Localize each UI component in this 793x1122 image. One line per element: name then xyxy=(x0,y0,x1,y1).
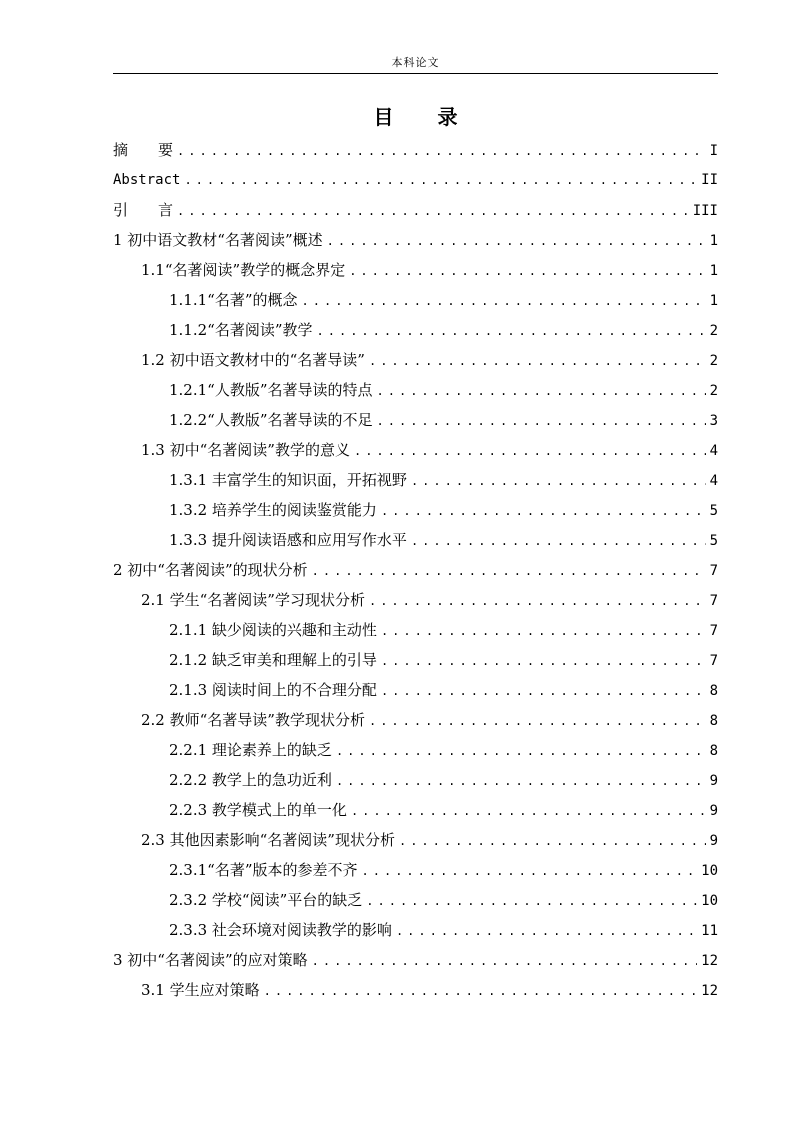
toc-entry-label: 摘 要 xyxy=(113,141,174,159)
toc-entry-label: 2.1.1 缺少阅读的兴趣和主动性 xyxy=(169,621,377,639)
toc-entry-page: 4 xyxy=(709,443,718,459)
toc-entry[interactable] xyxy=(113,975,718,1005)
toc-leader-dots xyxy=(381,646,706,676)
toc-leader-dots xyxy=(327,226,706,256)
toc-entry-label: 2.3.1“名著”版本的参差不齐 xyxy=(169,861,358,879)
toc-leader-dots xyxy=(399,826,706,856)
toc-entry-label: 1.1.2“名著阅读”教学 xyxy=(169,321,313,339)
toc-leader-dots xyxy=(351,796,706,826)
toc-entry[interactable] xyxy=(113,585,718,615)
toc-entry[interactable] xyxy=(113,195,718,225)
toc-entry[interactable] xyxy=(113,285,718,315)
toc-entry-label: 2.2.2 教学上的急功近利 xyxy=(169,771,332,789)
toc-entry-label: 1.2 初中语文教材中的“名著导读” xyxy=(141,351,365,369)
toc-entry-page: I xyxy=(709,143,718,159)
toc-entry-page: 5 xyxy=(709,533,718,549)
toc-entry-page: 3 xyxy=(709,413,718,429)
toc-entry-label: 2.2.1 理论素养上的缺乏 xyxy=(169,741,332,759)
toc-entry-page: 12 xyxy=(701,983,718,999)
toc-leader-dots xyxy=(302,286,706,316)
toc-leader-dots xyxy=(362,856,698,886)
toc-entry[interactable] xyxy=(113,225,718,255)
toc-entry-page: 7 xyxy=(709,623,718,639)
toc-entry-page: 1 xyxy=(709,233,718,249)
toc-leader-dots xyxy=(366,886,697,916)
toc-entry-page: 10 xyxy=(701,863,718,879)
toc-entry-label: 1.3.3 提升阅读语感和应用写作水平 xyxy=(169,531,407,549)
toc-entry-label: 3.1 学生应对策略 xyxy=(141,981,260,999)
toc-entry-label: 1.3 初中“名著阅读”教学的意义 xyxy=(141,441,350,459)
toc-leader-dots xyxy=(177,136,706,166)
toc-entry[interactable] xyxy=(113,465,718,495)
toc-leader-dots xyxy=(396,916,697,946)
toc-leader-dots xyxy=(312,946,697,976)
toc-entry-page: 1 xyxy=(709,263,718,279)
toc-title-left: 目 xyxy=(373,105,394,129)
table-of-contents xyxy=(113,135,718,1005)
toc-leader-dots xyxy=(336,766,706,796)
toc-leader-dots xyxy=(381,676,706,706)
toc-entry[interactable] xyxy=(113,765,718,795)
toc-leader-dots xyxy=(369,586,706,616)
toc-entry[interactable] xyxy=(113,945,718,975)
toc-entry-page: II xyxy=(701,172,718,188)
toc-entry-label: Abstract xyxy=(113,172,181,188)
toc-entry[interactable] xyxy=(113,495,718,525)
toc-entry-label: 1.2.1“人教版”名著导读的特点 xyxy=(169,381,373,399)
toc-entry-page: 11 xyxy=(701,923,718,939)
toc-entry-page: 9 xyxy=(709,833,718,849)
toc-entry-label: 1.2.2“人教版”名著导读的不足 xyxy=(169,411,373,429)
toc-leader-dots xyxy=(369,706,706,736)
toc-entry-label: 2 初中“名著阅读”的现状分析 xyxy=(113,561,308,579)
toc-entry-label: 1.1“名著阅读”教学的概念界定 xyxy=(141,261,346,279)
toc-entry-page: 9 xyxy=(709,803,718,819)
toc-entry-label: 2.1.2 缺乏审美和理解上的引导 xyxy=(169,651,377,669)
toc-entry-page: 7 xyxy=(709,593,718,609)
toc-leader-dots xyxy=(312,556,706,586)
toc-entry-page: 5 xyxy=(709,503,718,519)
toc-entry-page: 7 xyxy=(709,653,718,669)
toc-entry-label: 2.2.3 教学模式上的单一化 xyxy=(169,801,347,819)
toc-entry[interactable] xyxy=(113,855,718,885)
toc-entry-label: 引 言 xyxy=(113,201,174,219)
toc-leader-dots xyxy=(377,376,706,406)
toc-entry-page: 2 xyxy=(709,383,718,399)
toc-leader-dots xyxy=(377,406,706,436)
toc-title xyxy=(113,101,718,130)
toc-entry-page: 1 xyxy=(709,293,718,309)
toc-entry[interactable] xyxy=(113,915,718,945)
toc-leader-dots xyxy=(336,736,706,766)
running-header: 本科论文 xyxy=(391,56,440,69)
toc-entry-page: 12 xyxy=(701,953,718,969)
toc-entry[interactable] xyxy=(113,525,718,555)
toc-entry[interactable] xyxy=(113,825,718,855)
toc-leader-dots xyxy=(381,496,706,526)
toc-entry-label: 1.1.1“名著”的概念 xyxy=(169,291,298,309)
toc-entry-page: 9 xyxy=(709,773,718,789)
toc-leader-dots xyxy=(411,466,706,496)
toc-leader-dots xyxy=(264,976,698,1006)
toc-entry-page: III xyxy=(692,203,718,219)
toc-entry-label: 1.3.2 培养学生的阅读鉴赏能力 xyxy=(169,501,377,519)
toc-entry-label: 2.1.3 阅读时间上的不合理分配 xyxy=(169,681,377,699)
toc-entry[interactable] xyxy=(113,555,718,585)
toc-entry[interactable] xyxy=(113,165,718,195)
toc-entry-label: 1.3.1 丰富学生的知识面，开拓视野 xyxy=(169,471,407,489)
toc-entry-label: 1 初中语文教材“名著阅读”概述 xyxy=(113,231,323,249)
toc-entry[interactable] xyxy=(113,315,718,345)
toc-entry-page: 7 xyxy=(709,563,718,579)
toc-leader-dots xyxy=(369,346,706,376)
toc-entry[interactable] xyxy=(113,255,718,285)
toc-entry-label: 2.3.2 学校“阅读”平台的缺乏 xyxy=(169,891,363,909)
toc-entry-page: 4 xyxy=(709,473,718,489)
toc-entry-label: 2.3 其他因素影响“名著阅读”现状分析 xyxy=(141,831,395,849)
toc-entry[interactable] xyxy=(113,615,718,645)
toc-leader-dots xyxy=(317,316,706,346)
header-rule xyxy=(113,73,718,74)
toc-leader-dots xyxy=(184,165,697,195)
toc-entry[interactable] xyxy=(113,795,718,825)
toc-entry[interactable] xyxy=(113,705,718,735)
toc-entry[interactable] xyxy=(113,345,718,375)
toc-entry[interactable] xyxy=(113,735,718,765)
toc-entry-page: 8 xyxy=(709,683,718,699)
toc-entry[interactable] xyxy=(113,675,718,705)
toc-title-right: 录 xyxy=(437,105,458,129)
toc-entry-label: 2.3.3 社会环境对阅读教学的影响 xyxy=(169,921,392,939)
toc-entry-label: 2.1 学生“名著阅读”学习现状分析 xyxy=(141,591,365,609)
toc-leader-dots xyxy=(349,256,705,286)
toc-leader-dots xyxy=(381,616,706,646)
toc-entry[interactable] xyxy=(113,405,718,435)
toc-entry[interactable] xyxy=(113,375,718,405)
toc-leader-dots xyxy=(354,436,706,466)
toc-entry-label: 3 初中“名著阅读”的应对策略 xyxy=(113,951,308,969)
toc-entry-page: 2 xyxy=(709,323,718,339)
toc-entry[interactable] xyxy=(113,435,718,465)
toc-entry[interactable] xyxy=(113,135,718,165)
toc-entry-page: 2 xyxy=(709,353,718,369)
toc-leader-dots xyxy=(411,526,706,556)
toc-entry-label: 2.2 教师“名著导读”教学现状分析 xyxy=(141,711,365,729)
toc-leader-dots xyxy=(177,196,689,226)
toc-entry[interactable] xyxy=(113,645,718,675)
toc-entry-page: 8 xyxy=(709,743,718,759)
toc-entry[interactable] xyxy=(113,885,718,915)
toc-entry-page: 8 xyxy=(709,713,718,729)
toc-entry-page: 10 xyxy=(701,893,718,909)
